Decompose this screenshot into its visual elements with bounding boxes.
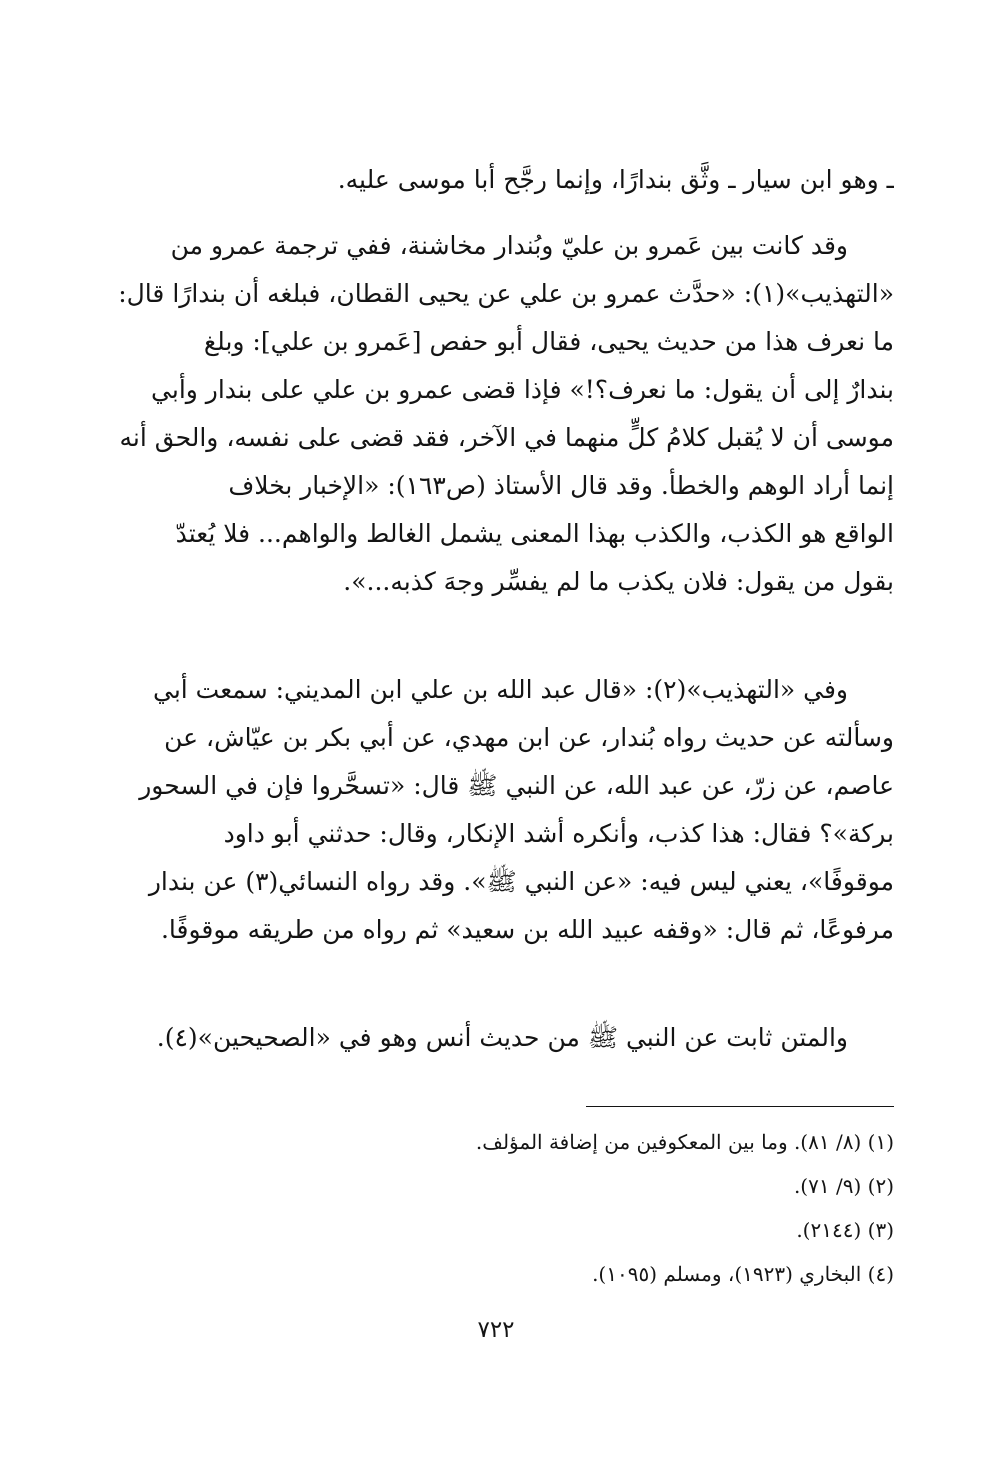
text-line: ما نعرف هذا من حديث يحيى، فقال أبو حفص [عَمرو بن علي]: وبلغ [203, 327, 894, 356]
text-line: وفي «التهذيب»(٢): «قال عبد الله بن علي ابن المديني: سمعت أبي [152, 675, 848, 704]
page-number: ٧٢٢ [477, 1317, 515, 1343]
text-line: ـ وهو ابن سيار ـ وثَّق بندارًا، وإنما رجَّح أبا موسى عليه. [337, 165, 894, 194]
footnote-1: (١) (٨/ ٨١). وما بين المعكوفين من إضافة المؤلف. [475, 1130, 894, 1154]
text-line: إنما أراد الوهم والخطأ. وقد قال الأستاذ (ص١٦٣): «الإخبار بخلاف [228, 471, 894, 500]
text-line: موسى أن لا يُقبل كلامُ كلٍّ منهما في الآخر، فقد قضى على نفسه، والحق أنه [119, 423, 894, 452]
text-line: عاصم، عن زرّ، عن عبد الله، عن النبي ﷺ قال: «تسحَّروا فإن في السحور [139, 771, 894, 800]
footnote-4: (٤) البخاري (١٩٢٣)، ومسلم (١٠٩٥). [592, 1262, 894, 1286]
footnote-separator [586, 1106, 894, 1107]
text-line: بركة»؟ فقال: هذا كذب، وأنكره أشد الإنكار، وقال: حدثني أبو داود [223, 819, 894, 848]
footnotes [300, 1120, 894, 1296]
paragraph-1 [102, 156, 894, 204]
text-line: موقوفًا»، يعني ليس فيه: «عن النبي ﷺ». وقد رواه النسائي(٣) عن بندار [148, 867, 894, 896]
paragraph-3 [102, 666, 894, 954]
paragraph-4 [102, 1014, 894, 1062]
text-line: «التهذيب»(١): «حدَّث عمرو بن علي عن يحيى القطان، فبلغه أن بندارًا قال: [118, 279, 894, 308]
paragraph-2 [102, 222, 894, 606]
text-line: والمتن ثابت عن النبي ﷺ من حديث أنس وهو في «الصحيحين»(٤). [156, 1023, 848, 1052]
text-line: وسألته عن حديث رواه بُندار، عن ابن مهدي، عن أبي بكر بن عيّاش، عن [164, 723, 894, 752]
text-line: الواقع هو الكذب، والكذب بهذا المعنى يشمل الغالط والواهم... فلا يُعتدّ [175, 519, 894, 548]
text-line: وقد كانت بين عَمرو بن عليّ وبُندار مخاشنة، ففي ترجمة عمرو من [170, 231, 848, 260]
text-line: مرفوعًا، ثم قال: «وقفه عبيد الله بن سعيد» ثم رواه من طريقه موقوفًا. [160, 915, 894, 944]
text-line: بندارٌ إلى أن يقول: ما نعرف؟!» فإذا قضى عمرو بن علي على بندار وأبي [151, 375, 894, 404]
footnote-3: (٣) (٢١٤٤). [796, 1218, 894, 1242]
text-line: بقول من يقول: فلان يكذب ما لم يفسِّر وجهَ كذبه...». [343, 567, 894, 596]
footnote-2: (٢) (٩/ ٧١). [793, 1174, 894, 1198]
